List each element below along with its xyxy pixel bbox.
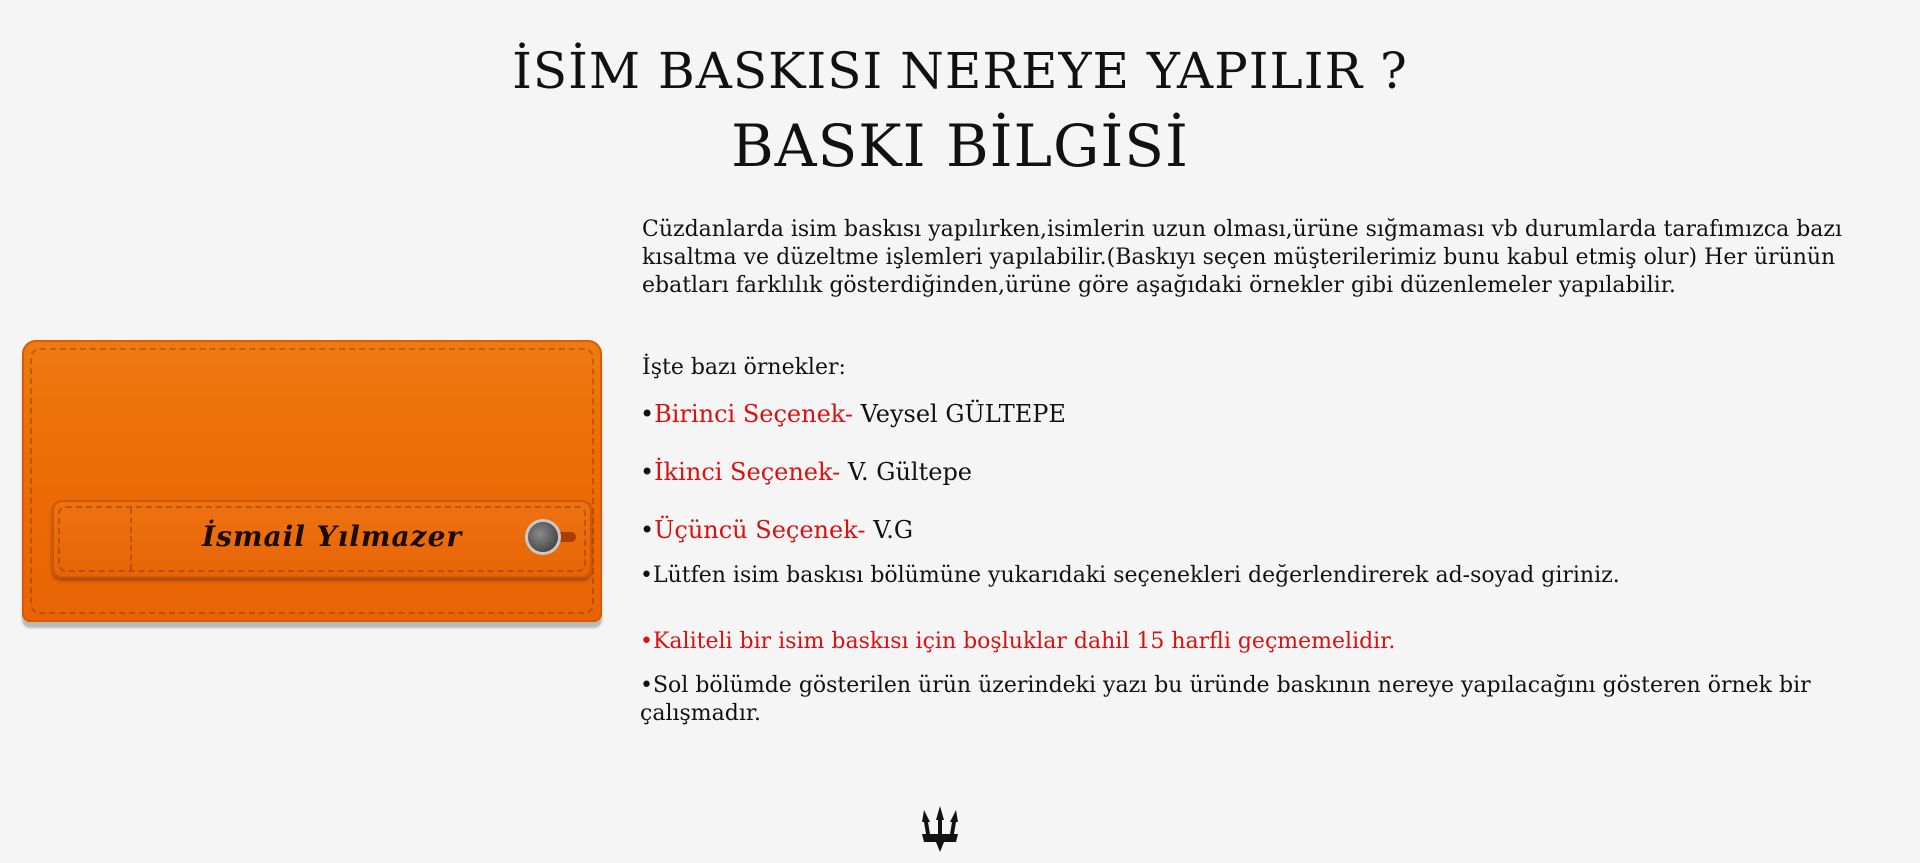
option-label: İkinci Seçenek- <box>654 458 841 486</box>
option-label: Üçüncü Seçenek- <box>654 516 866 544</box>
trident-crown-icon <box>918 804 962 854</box>
bullet: • <box>640 516 655 544</box>
page-title: İSİM BASKISI NEREYE YAPILIR ? <box>512 42 1408 100</box>
wallet-strap <box>52 500 592 578</box>
option-item-2 <box>640 458 972 486</box>
option-value: V. Gültepe <box>847 458 973 486</box>
bullet: • <box>640 400 655 428</box>
option-item-1 <box>640 400 1066 428</box>
option-label: Birinci Seçenek- <box>654 400 853 428</box>
intro-paragraph: Cüzdanlarda isim baskısı yapılırken,isimlerin uzun olması,ürüne sığmaması vb durumlarda tarafımızca bazı kısaltma ve düzeltme işlemleri yapılabilir.(Baskıyı seçen müşterilerimiz bunu kabul etmiş olur) Her ürünün ebatları farklılık gösterdiğinden,ürüne göre aşağıdaki örnekler gibi düzenlemeler yapılabilir. <box>642 217 1843 298</box>
bullet: • <box>640 458 655 486</box>
note-character-limit: •Kaliteli bir isim baskısı için boşluklar dahil 15 harfli geçmemelidir. <box>640 629 1396 654</box>
engraved-name: İsmail Yılmazer <box>202 520 463 553</box>
wallet-product-image <box>22 340 602 622</box>
option-value: V.G <box>873 516 914 544</box>
option-value: Veysel GÜLTEPE <box>860 400 1066 428</box>
snap-button-icon <box>528 522 558 552</box>
page-subtitle: BASKI BİLGİSİ <box>731 112 1189 180</box>
strap-fold-line <box>130 508 132 570</box>
examples-label: İşte bazı örnekler: <box>642 355 846 380</box>
option-item-3 <box>640 516 913 544</box>
note-enter-name: •Lütfen isim baskısı bölümüne yukarıdaki seçenekleri değerlendirerek ad-soyad giriniz. <box>640 563 1620 588</box>
note-sample-explanation: •Sol bölümde gösterilen ürün üzerindeki yazı bu üründe baskının nereye yapılacağını gösteren örnek bir çalışmadır. <box>640 673 1811 726</box>
